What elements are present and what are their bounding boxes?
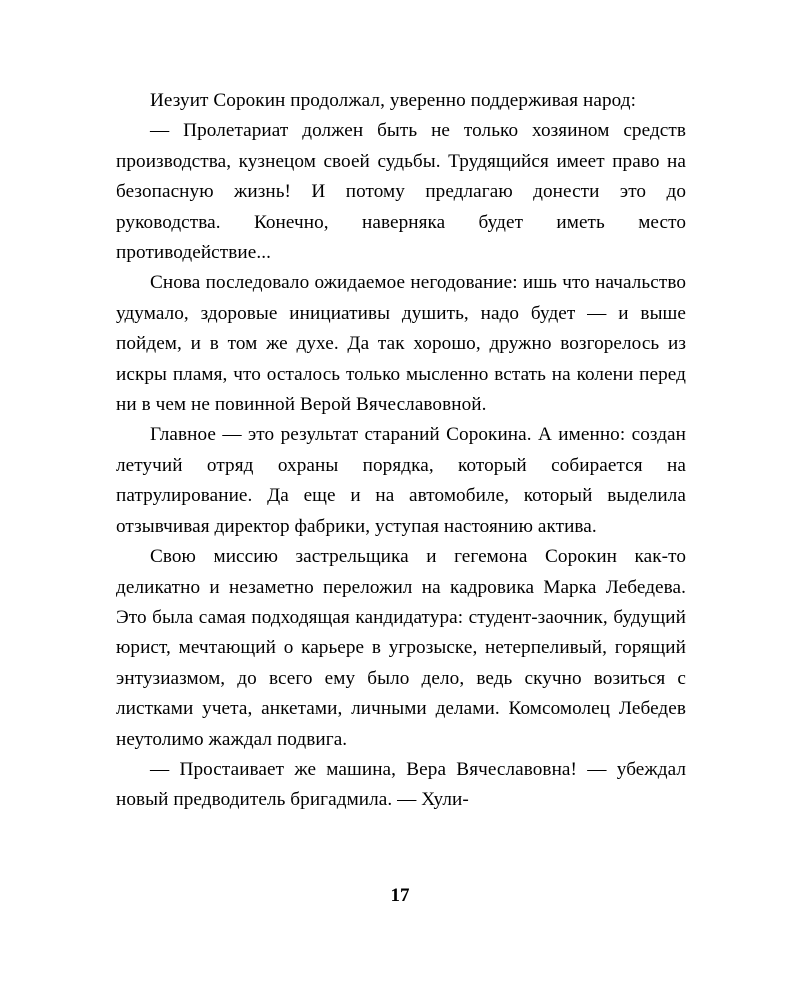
paragraph: — Пролетариат должен быть не только хозяином средств производства, кузнецом своей судьбы. Трудящийся имеет право на безопасную жизнь! И потому предлагаю донести это до руководства. Конечно, наверняка будет иметь место противодействие... bbox=[116, 120, 686, 264]
paragraph: — Простаивает же машина, Вера Вячеславовна! — убеждал новый предводитель бригадмила. — Хули- bbox=[116, 758, 686, 811]
page-text-body bbox=[116, 86, 686, 816]
paragraph: Иезуит Сорокин продолжал, уверенно поддерживая народ: bbox=[150, 90, 637, 111]
paragraph: Главное — это результат стараний Сорокина. А именно: создан летучий отряд охраны порядка, который собирается на патрулирование. Да еще и на автомобиле, который выделила отзывчивая директор фабрики, уступая настоянию актива. bbox=[116, 424, 686, 537]
paragraph: Снова последовало ожидаемое негодование: ишь что начальство удумало, здоровые инициативы душить, надо будет — и выше пойдем, и в том же духе. Да так хорошо, дружно возгорелось из искры пламя, что осталось только мысленно встать на колени перед ни в чем не повинной Верой Вячеславовной. bbox=[116, 272, 686, 416]
paragraph: Свою миссию застрельщика и гегемона Сорокин как-то деликатно и незаметно переложил на кадровика Марка Лебедева. Это была самая подходящая кандидатура: студент-заочник, будущий юрист, мечтающий о карьере в угрозыске, нетерпеливый, горящий энтузиазмом, до всего ему было дело, ведь скучно возиться с листками учета, анкетами, личными делами. Комсомолец Лебедев неутолимо жаждал подвига. bbox=[116, 546, 686, 750]
page-number: 17 bbox=[390, 885, 410, 906]
